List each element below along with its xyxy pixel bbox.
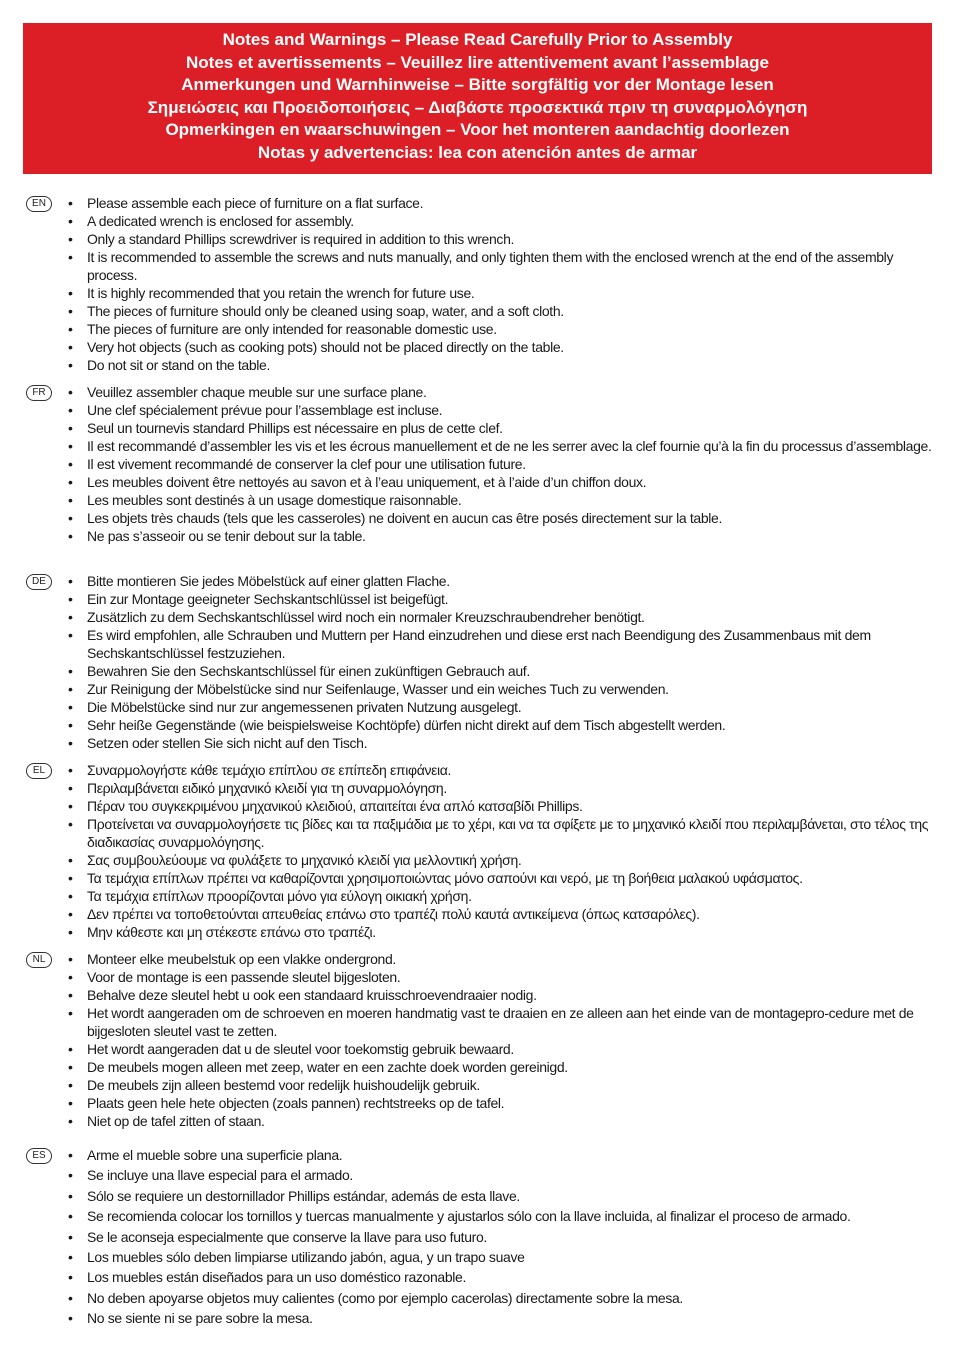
- notes-list-el: [23, 761, 935, 941]
- list-item: • Περιλαμβάνεται ειδικό μηχανικό κλειδί για τη συναρμολόγηση.: [87, 779, 935, 797]
- list-item: • Do not sit or stand on the table.: [87, 356, 935, 374]
- list-item: • Het wordt aangeraden dat u de sleutel voor toekomstig gebruik bewaard.: [87, 1040, 935, 1058]
- list-item: • De meubels zijn alleen bestemd voor redelijk huishoudelijk gebruik.: [87, 1076, 935, 1094]
- section-en: [23, 194, 935, 374]
- list-item: • Προτείνεται να συναρμολογήσετε τις βίδες και τα παξιμάδια με το χέρι, και να τα σφίξετε με το μηχανικό κλειδί που περιλαμβάνεται, στο τέλος της διαδικασίας συναρμολόγησης.: [87, 815, 935, 851]
- list-item: • Sehr heiße Gegenstände (wie beispielsweise Kochtöpfe) dürfen nicht direkt auf dem Tisch abgestellt werden.: [87, 716, 935, 734]
- notes-list-nl: [23, 950, 935, 1130]
- section-nl: [23, 950, 935, 1130]
- list-item: • Les meubles doivent être nettoyés au savon et à l’eau uniquement, et à l’aide d’un chiffon doux.: [87, 473, 935, 491]
- list-item: • Niet op de tafel zitten of staan.: [87, 1112, 935, 1130]
- list-item: • Se incluye una llave especial para el armado.: [87, 1166, 935, 1184]
- list-item: • Bitte montieren Sie jedes Möbelstück auf einer glatten Flache.: [87, 572, 935, 590]
- list-item: • The pieces of furniture should only be cleaned using soap, water, and a soft cloth.: [87, 302, 935, 320]
- language-badge-en: EN: [26, 196, 52, 212]
- list-item: • Los muebles están diseñados para un uso doméstico razonable.: [87, 1268, 935, 1286]
- list-item: • Συναρμολογήστε κάθε τεμάχιο επίπλου σε επίπεδη επιφάνεια.: [87, 761, 935, 779]
- warning-banner: [23, 23, 932, 174]
- list-item: • Zur Reinigung der Möbelstücke sind nur Seifenlauge, Wasser und ein weiches Tuch zu verwenden.: [87, 680, 935, 698]
- section-el: [23, 761, 935, 941]
- list-item: • Τα τεμάχια επίπλων πρέπει να καθαρίζονται χρησιμοποιώντας μόνο σαπούνι και νερό, με τη βοήθεια μαλακού υφάσματος.: [87, 869, 935, 887]
- list-item: • Les objets très chauds (tels que les casseroles) ne doivent en aucun cas être posés directement sur la table.: [87, 509, 935, 527]
- language-badge-es: ES: [26, 1148, 52, 1164]
- list-item: • Die Möbelstücke sind nur zur angemessenen privaten Nutzung ausgelegt.: [87, 698, 935, 716]
- list-item: • Se recomienda colocar los tornillos y tuercas manualmente y ajustarlos sólo con la llave incluida, al finalizar el proceso de armado.: [87, 1207, 935, 1225]
- banner-title-fr: Notes et avertissements – Veuillez lire attentivement avant l’assemblage: [186, 52, 769, 72]
- list-item: • Los muebles sólo deben limpiarse utilizando jabón, agua, y un trapo suave: [87, 1248, 935, 1266]
- banner-title-el: Σημειώσεις και Προειδοποιήσεις – Διαβάστε προσεκτικά πριν τη συναρμολόγηση: [147, 97, 808, 117]
- notes-list-fr: [23, 383, 935, 545]
- list-item: • Πέραν του συγκεκριμένου μηχανικού κλειδιού, απαιτείται ένα απλό κατσαβίδι Phillips.: [87, 797, 935, 815]
- list-item: • Arme el mueble sobre una superficie plana.: [87, 1146, 935, 1164]
- list-item: • Es wird empfohlen, alle Schrauben und Muttern per Hand einzudrehen und diese erst nach Beendigung des Zusammenbaus mit dem Sechskantschlüssel festzuziehen.: [87, 626, 935, 662]
- language-badge-nl: NL: [26, 952, 52, 968]
- list-item: • Het wordt aangeraden om de schroeven en moeren handmatig vast te draaien en ze alleen aan het einde van de montagepro-cedure met de bijgesloten sleutel vast te zetten.: [87, 1004, 935, 1040]
- banner-title-es: Notas y advertencias: lea con atención antes de armar: [257, 142, 698, 162]
- list-item: • Only a standard Phillips screwdriver is required in addition to this wrench.: [87, 230, 935, 248]
- list-item: • Veuillez assembler chaque meuble sur une surface plane.: [87, 383, 935, 401]
- list-item: • Plaats geen hele hete objecten (zoals pannen) rechtstreeks op de tafel.: [87, 1094, 935, 1112]
- list-item: • Les meubles sont destinés à un usage domestique raisonnable.: [87, 491, 935, 509]
- list-item: • It is highly recommended that you retain the wrench for future use.: [87, 284, 935, 302]
- list-item: • Zusätzlich zu dem Sechskantschlüssel wird noch ein normaler Kreuzschraubendreher benötigt.: [87, 608, 935, 626]
- list-item: • No se siente ni se pare sobre la mesa.: [87, 1309, 935, 1327]
- list-item: • The pieces of furniture are only intended for reasonable domestic use.: [87, 320, 935, 338]
- list-item: • Setzen oder stellen Sie sich nicht auf den Tisch.: [87, 734, 935, 752]
- list-item: • Il est vivement recommandé de conserver la clef pour une utilisation future.: [87, 455, 935, 473]
- notes-list-es: [23, 1146, 935, 1327]
- list-item: • Δεν πρέπει να τοποθετούνται απευθείας επάνω στο τραπέζι πολύ καυτά αντικείμενα (όπως κατσαρόλες).: [87, 905, 935, 923]
- list-item: • It is recommended to assemble the screws and nuts manually, and only tighten them with the enclosed wrench at the end of the assembly process.: [87, 248, 935, 284]
- list-item: • No deben apoyarse objetos muy calientes (como por ejemplo cacerolas) directamente sobre la mesa.: [87, 1289, 935, 1307]
- banner-title-en: Notes and Warnings – Please Read Carefully Prior to Assembly: [222, 30, 733, 49]
- list-item: • Σας συμβουλεύουμε να φυλάξετε το μηχανικό κλειδί για μελλοντική χρήση.: [87, 851, 935, 869]
- list-item: • Ne pas s’asseoir ou se tenir debout sur la table.: [87, 527, 935, 545]
- list-item: • Il est recommandé d’assembler les vis et les écrous manuellement et de ne les serrer avec la clef fournie qu’à la fin du processus d’assemblage.: [87, 437, 935, 455]
- notes-list-de: [23, 572, 935, 752]
- list-item: • Seul un tournevis standard Phillips est nécessaire en plus de cette clef.: [87, 419, 935, 437]
- list-item: • Voor de montage is een passende sleutel bijgesloten.: [87, 968, 935, 986]
- list-item: • Please assemble each piece of furniture on a flat surface.: [87, 194, 935, 212]
- list-item: • Very hot objects (such as cooking pots) should not be placed directly on the table.: [87, 338, 935, 356]
- list-item: • Monteer elke meubelstuk op een vlakke ondergrond.: [87, 950, 935, 968]
- banner-title-nl: Opmerkingen en waarschuwingen – Voor het monteren aandachtig doorlezen: [165, 120, 790, 140]
- list-item: • Behalve deze sleutel hebt u ook een standaard kruisschroevendraaier nodig.: [87, 986, 935, 1004]
- banner-title-de: Anmerkungen und Warnhinweise – Bitte sorgfältig vor der Montage lesen: [181, 75, 774, 95]
- list-item: • Μην κάθεστε και μη στέκεστε επάνω στο τραπέζι.: [87, 923, 935, 941]
- language-badge-fr: FR: [26, 385, 52, 401]
- language-badge-de: DE: [26, 574, 52, 590]
- section-fr: [23, 383, 935, 545]
- list-item: • Τα τεμάχια επίπλων προορίζονται μόνο για εύλογη οικιακή χρήση.: [87, 887, 935, 905]
- list-item: • Ein zur Montage geeigneter Sechskantschlüssel ist beigefügt.: [87, 590, 935, 608]
- list-item: • Se le aconseja especialmente que conserve la llave para uso futuro.: [87, 1228, 935, 1246]
- notes-list-en: [23, 194, 935, 374]
- section-de: [23, 572, 935, 752]
- list-item: • De meubels mogen alleen met zeep, water en een zachte doek worden gereinigd.: [87, 1058, 935, 1076]
- list-item: • Bewahren Sie den Sechskantschlüssel für einen zukünftigen Gebrauch auf.: [87, 662, 935, 680]
- list-item: • Sólo se requiere un destornillador Phillips estándar, además de esta llave.: [87, 1187, 935, 1205]
- list-item: • Une clef spécialement prévue pour l’assemblage est incluse.: [87, 401, 935, 419]
- list-item: • A dedicated wrench is enclosed for assembly.: [87, 212, 935, 230]
- section-es: [23, 1146, 935, 1330]
- language-badge-el: EL: [26, 763, 52, 779]
